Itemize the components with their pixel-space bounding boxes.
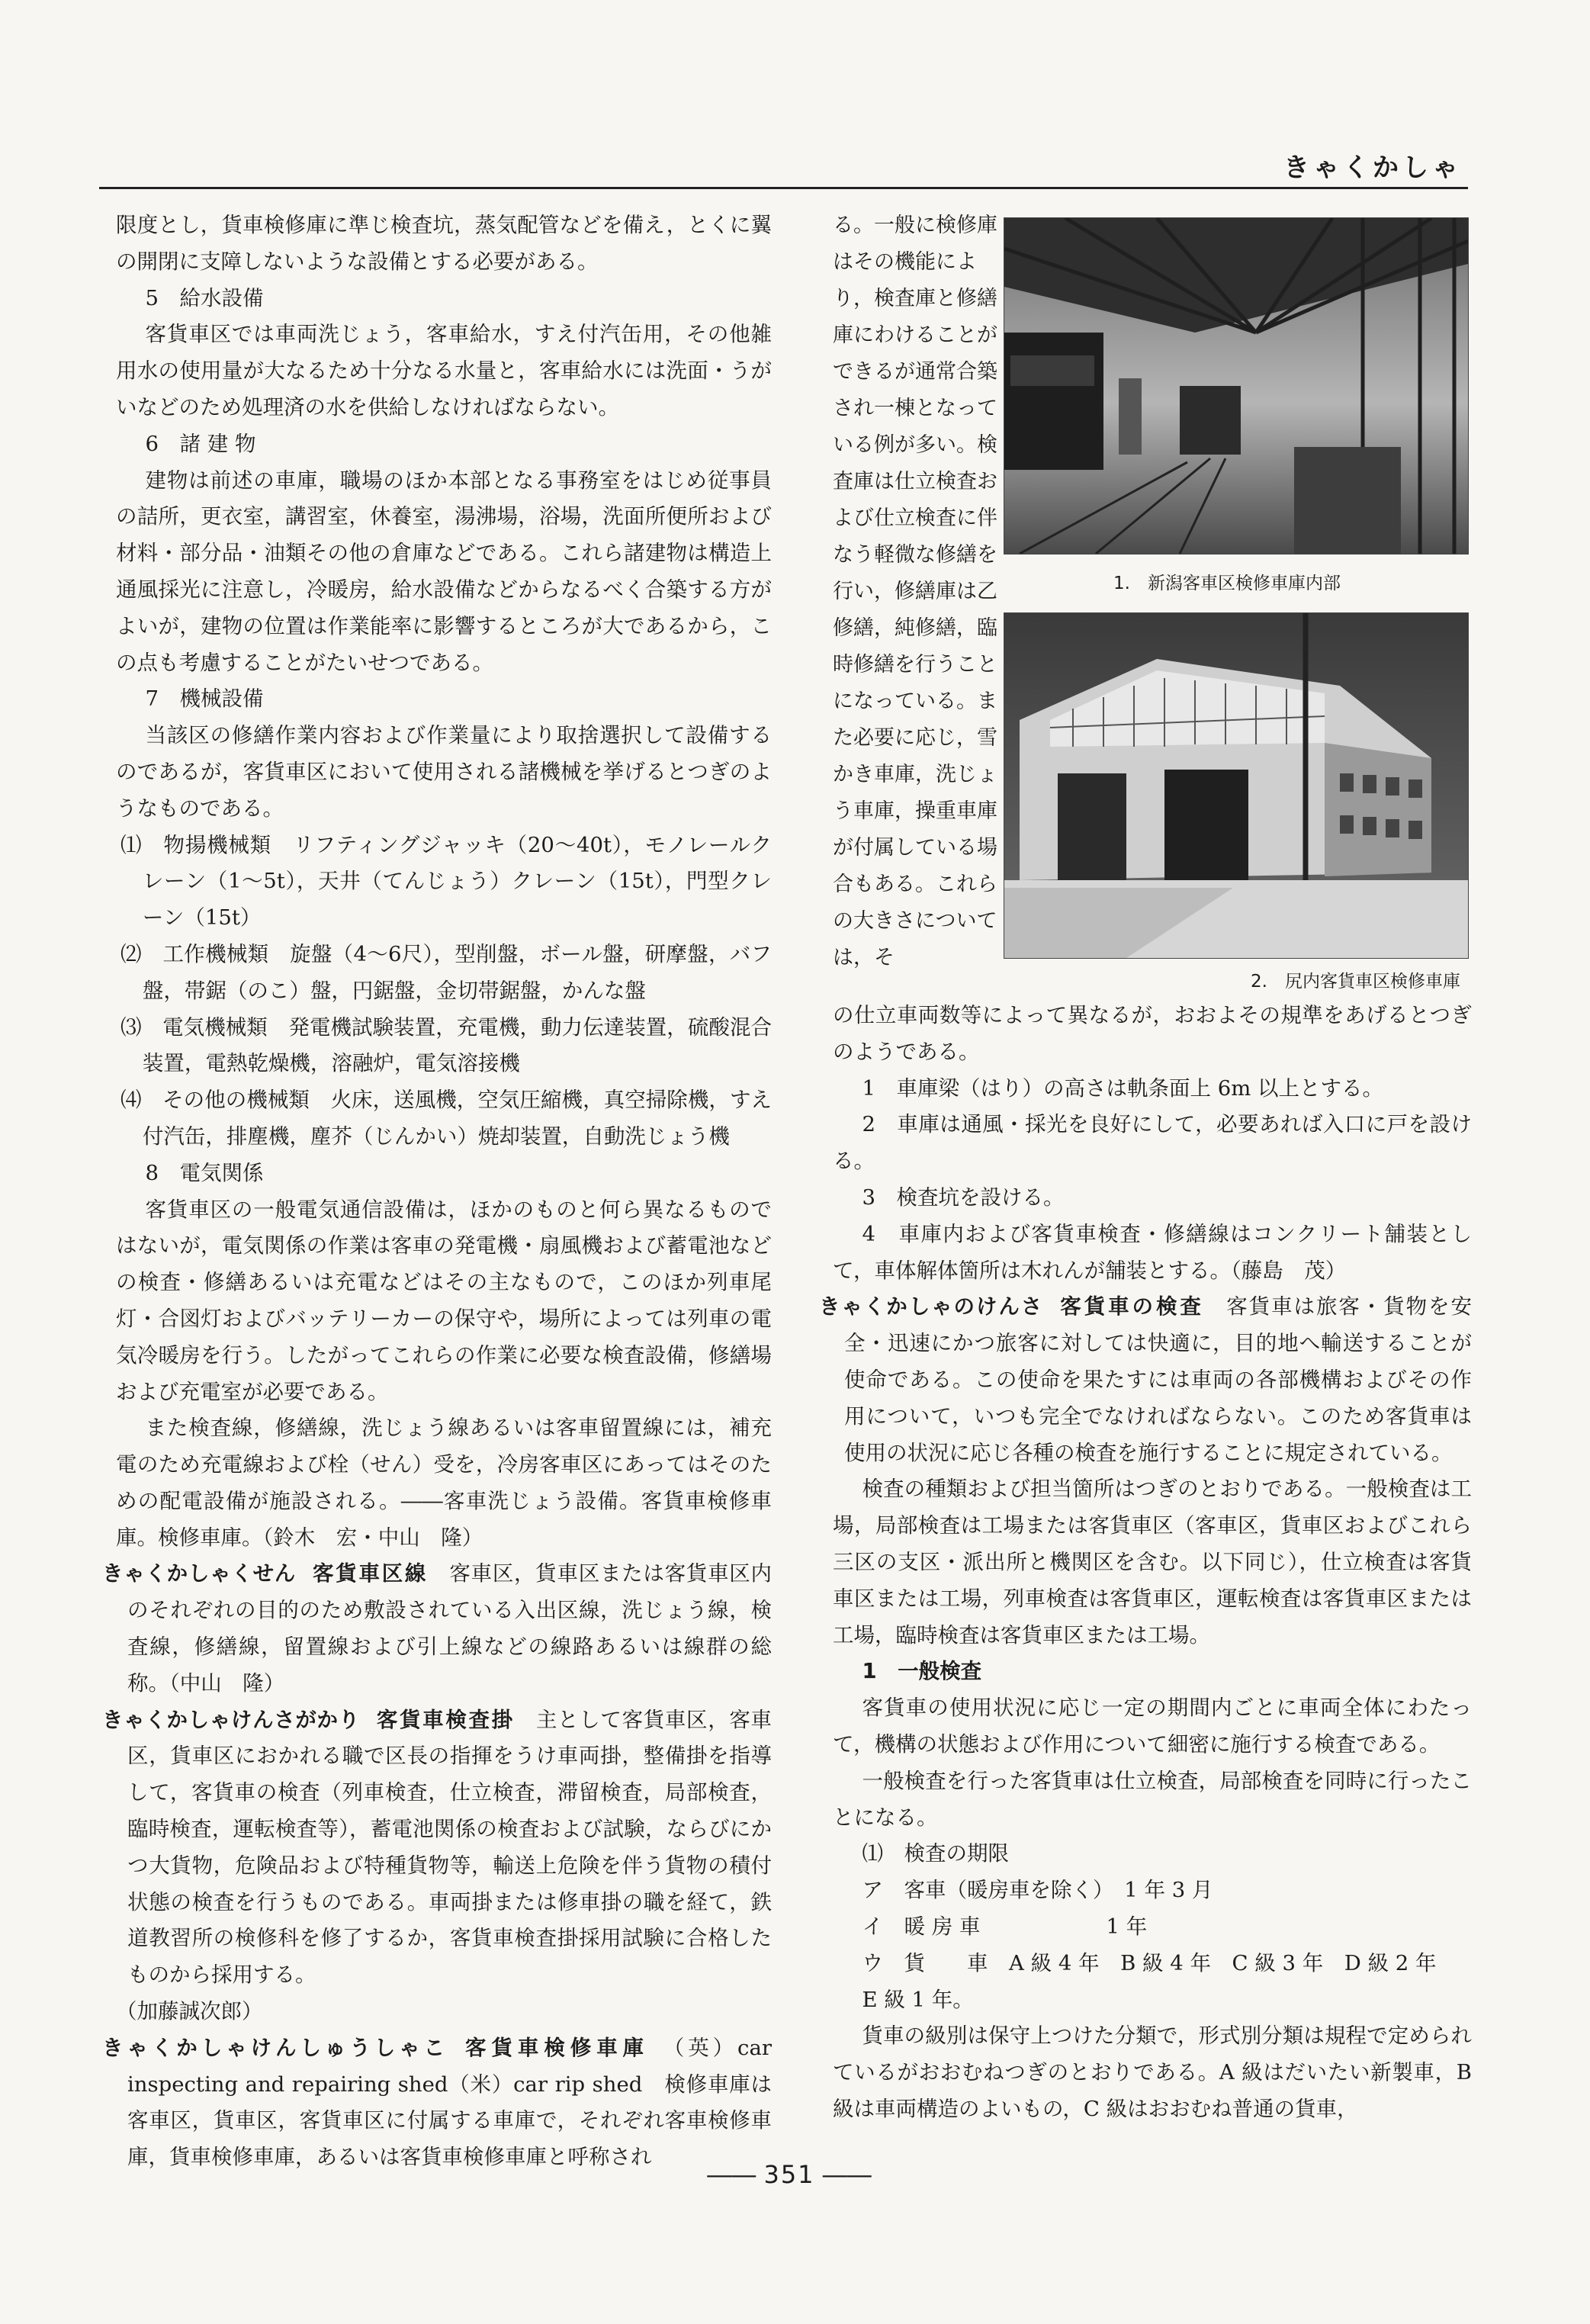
section-heading: イ 暖 房 車 1 年 — [862, 1914, 1148, 1939]
entry-headword-kanji: 客貨車検修車庫 — [465, 2035, 650, 2060]
author-credit: （加藤誠次郎） — [116, 1999, 263, 2024]
dictionary-entry — [102, 1702, 772, 1994]
section-heading: ア 客車（暖房車を除く） 1 年 3 月 — [862, 1878, 1213, 1903]
entry-headword-kanji: 客貨車検査掛 — [376, 1707, 515, 1732]
paragraph: 建物は前述の車庫，職場のほか本部となる事務室をはじめ従事員の詰所，更衣室，講習室，休養室，湯沸場，浴場，洗面所便所および材料・部分品・油類その他の倉庫などである。これら諸建物は構造上通風採光に注意し，冷暖房，給水設備などからなるべく合築する方がよいが，建物の位置は作業能率に影響するところが大であるから，この点も考慮することがたいせつである。 — [116, 468, 772, 675]
paragraph: 客貨車区では車両洗じょう，客車給水，すえ付汽缶用，その他雑用水の使用量が大なるため十分なる水量と，客車給水には洗面・うがいなどのため処理済の水を供給しなければならない。 — [116, 322, 772, 419]
paragraph: 2 車庫は通風・採光を良好にして，必要あれば入口に戸を設ける。 — [833, 1112, 1472, 1174]
page-number: ―― 351 ―― — [707, 2160, 872, 2189]
shed-interior-illustration — [1004, 218, 1468, 554]
narrow-column — [833, 207, 1010, 976]
header-rule — [99, 187, 1468, 189]
figure-1-caption: 1. 新潟客車区検修車庫内部 — [1113, 574, 1341, 593]
paragraph: 限度とし，貨車検修庫に準じ検査坑，蒸気配管などを備え，とくに翼の開閉に支障しないような設備とする必要がある。 — [116, 213, 772, 274]
section-heading: ⑴ 検査の期限 — [862, 1841, 1009, 1866]
right-column — [819, 998, 1473, 2128]
entry-body: （英）car inspecting and repairing shed（米）car rip shed 検修車庫は客車区，貨車区，客貨車区に付属する車庫で，それぞれ客車検修車庫，貨車検修車庫，あるいは客貨車検修車庫と呼称され — [127, 2035, 772, 2170]
entry-headword-reading: きゃくかしゃけんしゅうしゃこ — [102, 2035, 449, 2060]
paragraph: 当該区の修繕作業内容および作業量により取捨選択して設備するのであるが，客貨車区において使用される諸機械を挙げるとつぎのようなものである。 — [116, 723, 772, 821]
figure-1-photo — [1004, 217, 1469, 554]
paragraph: また検査線，修繕線，洗じょう線あるいは客車留置線には，補充電のため充電線および栓（せん）受を，冷房客車区にあってはそのための配電設備が施設される。――客車洗じょう設備。客貨車検修車庫。検修車庫。（鈴木 宏・中山 隆） — [116, 1416, 772, 1550]
paragraph: 3 検査坑を設ける。 — [862, 1185, 1065, 1210]
narrow-column-text: る。一般に検修庫はその機能により，検査庫と修繕庫にわけることができるが通常合築され一棟となっている例が多い。検査庫は仕立検査および仕立検査に伴なう軽微な修繕を行い，修繕庫は乙修繕，純修繕，臨時修繕を行うことになっている。また必要に応じ，雪かき車庫，洗じょう車庫，操重車庫が付属している場合もある。これらの大きさについては，そ — [833, 214, 997, 969]
paragraph: 客貨車の使用状況に応じ一定の期間内ごとに車両全体にわたって，機構の状態および作用について細密に施行する検査である。 — [833, 1696, 1472, 1757]
section-heading: E 級 1 年。 — [862, 1987, 974, 2012]
entry-headword-reading: きゃくかしゃけんさがかり — [102, 1707, 360, 1732]
dictionary-entry — [819, 1289, 1472, 1471]
figure-2-caption: 2. 尻内客貨車区検修車庫 — [1251, 972, 1460, 992]
entry-body: 客貨車は旅客・貨物を安全・迅速にかつ旅客に対しては快適に，目的地へ輸送することが使命である。この使命を果たすには車両の各部機構およびその作用について，いつも完全でなければならない。このため客貨車は使用の状況に応じ各種の検査を施行することに規定されている。 — [844, 1294, 1473, 1465]
running-head: きゃくかしゃ — [1283, 153, 1462, 183]
dictionary-entry — [102, 2030, 772, 2176]
section-heading: ウ 貨 車 A 級 4 年 B 級 4 年 C 級 3 年 D 級 2 年 — [862, 1950, 1437, 1975]
entry-headword-kanji: 客貨車の検査 — [1060, 1294, 1204, 1320]
paragraph: 貨車の級別は保守上つけた分類で，形式別分類は規程で定められているがおおむねつぎのとおりである。A 級はだいたい新製車，B 級は車両構造のよいもの，C 級はおおむね普通の貨車， — [833, 2023, 1472, 2121]
paragraph: 検査の種類および担当箇所はつぎのとおりである。一般検査は工場，局部検査は工場または客貨車区（客車区，貨車区およびこれら三区の支区・派出所と機関区を含む。以下同じ），仕立検査は客貨車区または工場，列車検査は客貨車区，運転検査は客貨車区または工場，臨時検査は客貨車区または工場。 — [833, 1477, 1472, 1647]
section-heading: 6 諸 建 物 — [145, 431, 256, 456]
paragraph: 4 車庫内および客貨車検査・修繕線はコンクリート舗装として，車体解体箇所は木れんが舗装とする。（藤島 茂） — [833, 1221, 1472, 1283]
dictionary-entry — [102, 1556, 772, 1702]
entry-headword-reading: きゃくかしゃのけんさ — [819, 1294, 1044, 1320]
section-heading: 7 機械設備 — [145, 686, 264, 712]
list-item: ⑴ 物揚機械類 リフティングジャッキ（20～40t），モノレールクレーン（1～5t），天井（てんじょう）クレーン（15t），門型クレーン（15t） — [120, 832, 772, 931]
paragraph: 客貨車区の一般電気通信設備は，ほかのものと何ら異なるものではないが，電気関係の作業は客車の発電機・扇風機および蓄電池などの検査・修繕あるいは充電などはその主なもので，このほか列車尾灯・合図灯およびバッテリーカーの保守や，場所によっては列車の電気冷暖房を行う。したがってこれらの作業に必要な検査設備，修繕場および充電室が必要である。 — [116, 1197, 772, 1404]
paragraph: 1 車庫梁（はり）の高さは軌条面上 6m 以上とする。 — [862, 1075, 1384, 1101]
entry-headword-kanji: 客貨車区線 — [313, 1561, 429, 1586]
section-heading: 5 給水設備 — [145, 285, 264, 310]
list-item: ⑷ その他の機械類 火床，送風機，空気圧縮機，真空掃除機，すえ付汽缶，排塵機，塵芥（じんかい）焼却装置，自動洗じょう機 — [120, 1088, 772, 1149]
entry-body: 主として客貨車区，客車区，貨車区におかれる職で区長の指揮をうけ車両掛，整備掛を指導して，客貨車の検査（列車検査，仕立検査，滞留検査，局部検査，臨時検査，運転検査等），蓄電池関係の検査および試験，ならびにかつ大貨物，危険品および特種貨物等，輸送上危険を伴う貨物の積付状態の検査を行うものである。車両掛または修車掛の職を経て，鉄道教習所の検修科を修了するか，客貨車検査掛採用試験に合格したものから採用する。 — [127, 1707, 773, 1988]
paragraph: 一般検査を行った客貨車は仕立検査，局部検査を同時に行ったことになる。 — [833, 1768, 1472, 1830]
entry-body: 客車区，貨車区または客貨車区内のそれぞれの目的のため敷設されている入出区線，洗じょう線，検査線，修繕線，留置線および引上線などの線路あるいは線群の総称。（中山 隆） — [127, 1561, 773, 1696]
shed-exterior-illustration — [1004, 613, 1468, 958]
list-item: ⑶ 電気機械類 発電機試験装置，充電機，動力伝達装置，硫酸混合装置，電熱乾燥機，溶融炉，電気溶接機 — [120, 1014, 772, 1076]
list-item: ⑵ 工作機械類 旋盤（4～6尺），型削盤，ボール盤，研摩盤，バフ盤，帯鋸（のこ）盤，円鋸盤，金切帯鋸盤，かんな盤 — [120, 941, 772, 1003]
figure-2-photo — [1004, 612, 1469, 959]
paragraph: の仕立車両数等によって異なるが，おおよその規準をあげるとつぎのようである。 — [833, 1003, 1472, 1064]
entry-headword-reading: きゃくかしゃくせん — [102, 1561, 297, 1586]
section-heading: 8 電気関係 — [145, 1160, 264, 1185]
section-heading: 1 一般検査 — [862, 1659, 982, 1684]
page-number-value: 351 — [763, 2160, 815, 2189]
left-column — [102, 207, 773, 2176]
